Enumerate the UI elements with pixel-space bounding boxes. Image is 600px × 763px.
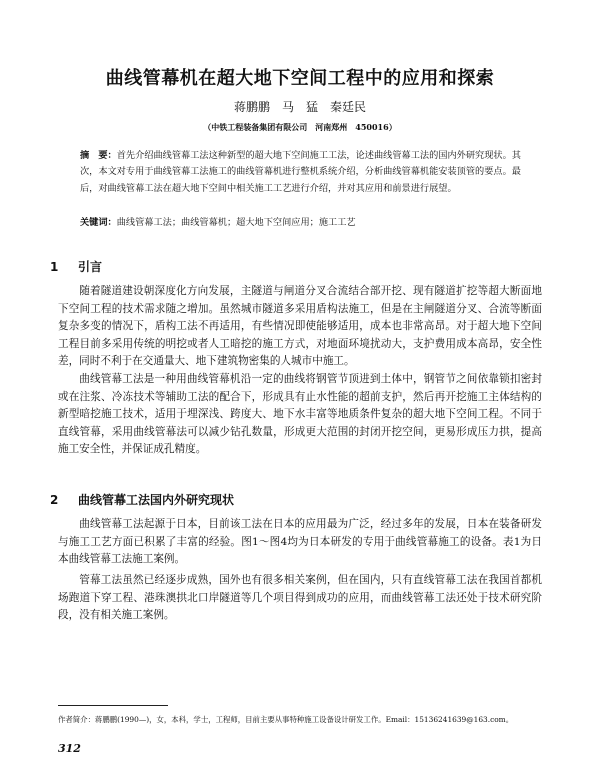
paragraph: 曲线管幕工法是一种用曲线管幕机沿一定的曲线将钢管节顶进到土体中，钢管节之间依靠锁扣密封或在注浆、冷冻技术等辅助工法的配合下，形成具有止水性能的超前支护，然后再开挖施工主体结构的新型暗挖施工技术，适用于埋深浅、跨度大、地下水丰富等地质条件复杂的超大地下空间工程。不同于直线管幕，采用曲线管幕法可以减少钻孔数量，形成更大范围的封闭开挖空间，更易形成压力拱，提高施工安全性，并保证成孔精度。	[58, 373, 542, 455]
abstract-text: 首先介绍曲线管幕工法这种新型的超大地下空间施工工法，论述曲线管幕工法的国内外研究现状。其次，本文对专用于曲线管幕工法施工的曲线管幕机进行整机系统介绍，分析曲线管幕机能安装顶管的要点。最后，对曲线管幕工法在超大地下空间中相关施工工艺进行介绍，并对其应用和前景进行展望。	[80, 150, 521, 194]
keywords	[80, 216, 522, 230]
footnote-divider	[58, 705, 168, 706]
paragraph: 随着隧道建设朝深度化方向发展，主隧道与闸道分叉合流结合部开挖、现有隧道扩挖等超大断面地下空间工程的技术需求随之增加。虽然城市隧道多采用盾构法施工，但是在主闸隧道分叉、合流等断面复杂多变的情况下，盾构工法不再适用，有些情况即使能够适用，成本也非常高昂。对于超大地下空间工程目前多采用传统的明挖或者人工暗挖的施工方式，对地面环境扰动大，支护费用成本高昂，安全性差，同时不利于在交通量大、地下建筑物密集的人城市中施工。	[58, 285, 542, 367]
abstract-label: 摘 要：	[80, 150, 117, 161]
section-title: 引言	[78, 260, 103, 274]
section-title: 曲线管幕工法国内外研究现状	[78, 493, 235, 507]
abstract	[80, 148, 522, 197]
authors: 蒋鹏鹏 马 猛 秦廷民	[233, 100, 366, 114]
affiliation: （中铁工程装备集团有限公司 河南郑州 450016）	[203, 122, 397, 132]
paragraph: 曲线管幕工法起源于日本，目前该工法在日本的应用最为广泛，经过多年的发展，日本在装备研发与施工工艺方面已积累了丰富的经验。图1～图4均为日本研发的专用于曲线管幕施工的设备。表1为日本曲线管幕工法施工案例。	[58, 518, 542, 565]
section-heading	[50, 491, 234, 508]
keywords-label: 关键词：	[80, 217, 117, 228]
section-heading	[50, 258, 102, 275]
page-number: 312	[58, 742, 81, 755]
keywords-text: 曲线管幕工法；曲线管幕机；超大地下空间应用；施工工艺	[116, 217, 356, 228]
section-number: 2	[50, 493, 59, 507]
section-number: 1	[50, 260, 59, 274]
paper-title: 曲线管幕机在超大地下空间工程中的应用和探索	[105, 68, 495, 89]
paragraph: 管幕工法虽然已经逐步成熟，国外也有很多相关案例，但在国内，只有直线管幕工法在我国首都机场跑道下穿工程、港珠澳拱北口岸隧道等几个项目得到成功的应用，而曲线管幕工法还处于技术研究阶段，没有相关施工案例。	[58, 574, 542, 621]
footnote: 作者简介：蒋鹏鹏(1990—)，女，本科，学士，工程师，目前主要从事特种施工设备设计研发工作。Email：15136241639@163.com。	[58, 715, 514, 724]
